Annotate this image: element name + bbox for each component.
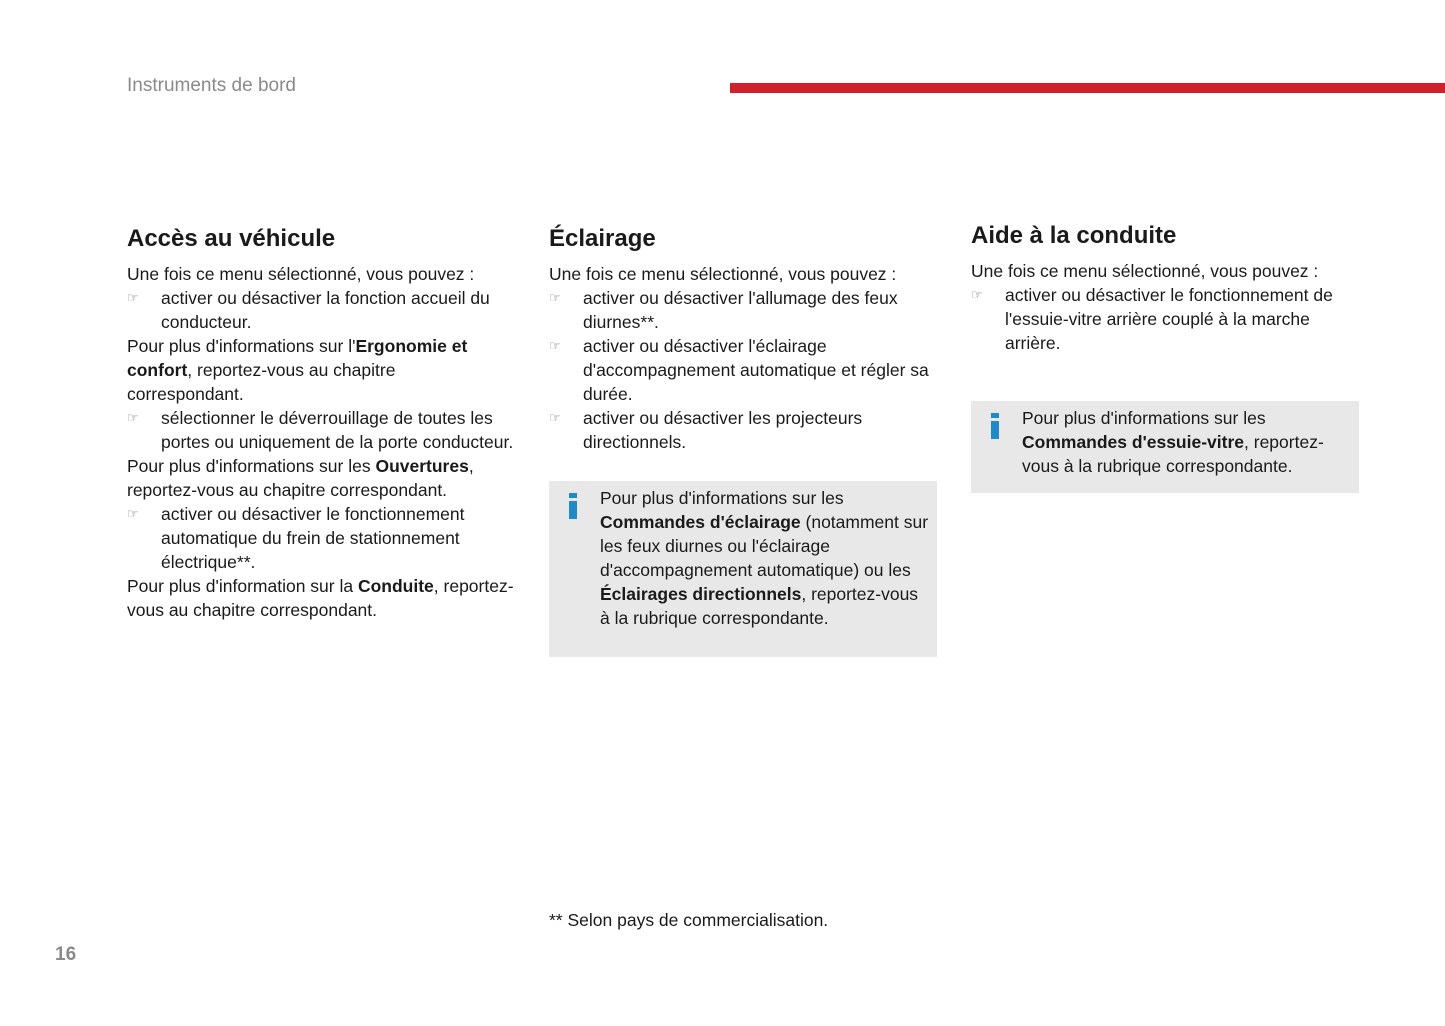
pointing-hand-icon: ☞ xyxy=(549,338,561,353)
section-title: Instruments de bord xyxy=(127,75,296,96)
pointing-hand-icon: ☞ xyxy=(549,410,561,425)
list-item: ☞ activer ou désactiver les projecteurs directionnels. xyxy=(549,408,863,452)
pointing-hand-icon: ☞ xyxy=(549,290,561,305)
info-box-aide-conduite xyxy=(971,401,1359,493)
footnote: ** Selon pays de commercialisation. xyxy=(549,910,829,930)
list-item: ☞ activer ou désactiver l'allumage des feux diurnes**. xyxy=(549,288,898,332)
chapter-link: Conduite xyxy=(357,576,434,596)
intro-text: Une fois ce menu sélectionné, vous pouvez : xyxy=(971,261,1319,281)
intro-text: Une fois ce menu sélectionné, vous pouvez : xyxy=(127,264,475,284)
chapter-link: Ergonomie et confort xyxy=(127,336,468,380)
chapter-link: Ouvertures xyxy=(375,456,469,476)
reference-text: Pour plus d'informations sur les Ouvertures, reportez-vous au chapitre correspondant. xyxy=(127,456,474,500)
intro-text: Une fois ce menu sélectionné, vous pouvez : xyxy=(549,264,897,284)
chapter-link: Éclairages directionnels xyxy=(600,584,802,604)
page-number: 16 xyxy=(55,944,77,965)
list-item: ☞ activer ou désactiver la fonction accueil du conducteur. xyxy=(127,288,490,332)
info-box-eclairage xyxy=(549,481,937,657)
section-aide-conduite xyxy=(971,221,1361,355)
chapter-link: Commandes d'essuie-vitre xyxy=(1022,432,1245,452)
chapter-link: Commandes d'éclairage xyxy=(600,512,801,532)
section-heading: Éclairage xyxy=(549,225,656,252)
section-heading: Accès au véhicule xyxy=(127,225,336,252)
list-item: ☞ sélectionner le déverrouillage de toutes les portes ou uniquement de la porte conducteur. xyxy=(127,408,514,452)
info-text: Pour plus d'informations sur les Commandes d'éclairage (notamment sur les feux diurnes ou l'éclairage d'accompagnement automatique) ou les Éclairages directionnels, reportez-vous à la rubrique correspondante. xyxy=(600,488,929,628)
reference-text: Pour plus d'informations sur l'Ergonomie et confort, reportez-vous au chapitre correspondant. xyxy=(127,336,468,404)
info-text: Pour plus d'informations sur les Commandes d'essuie-vitre, reportez-vous à la rubrique correspondante. xyxy=(1022,408,1324,476)
header-accent-bar xyxy=(730,83,1445,93)
info-icon xyxy=(991,413,999,439)
pointing-hand-icon: ☞ xyxy=(971,287,983,302)
list-item: ☞ activer ou désactiver le fonctionnement de l'essuie-vitre arrière couplé à la marche arrière. xyxy=(971,285,1333,353)
pointing-hand-icon: ☞ xyxy=(127,290,139,305)
section-eclairage xyxy=(549,224,939,454)
info-icon xyxy=(569,493,577,519)
section-acces-vehicule xyxy=(127,224,517,622)
list-item: ☞ activer ou désactiver le fonctionnement automatique du frein de stationnement électrique**. xyxy=(127,504,465,572)
list-item: ☞ activer ou désactiver l'éclairage d'accompagnement automatique et régler sa durée. xyxy=(549,336,929,404)
pointing-hand-icon: ☞ xyxy=(127,506,139,521)
pointing-hand-icon: ☞ xyxy=(127,410,139,425)
reference-text: Pour plus d'information sur la Conduite, reportez-vous au chapitre correspondant. xyxy=(127,576,514,620)
section-heading: Aide à la conduite xyxy=(971,222,1177,249)
